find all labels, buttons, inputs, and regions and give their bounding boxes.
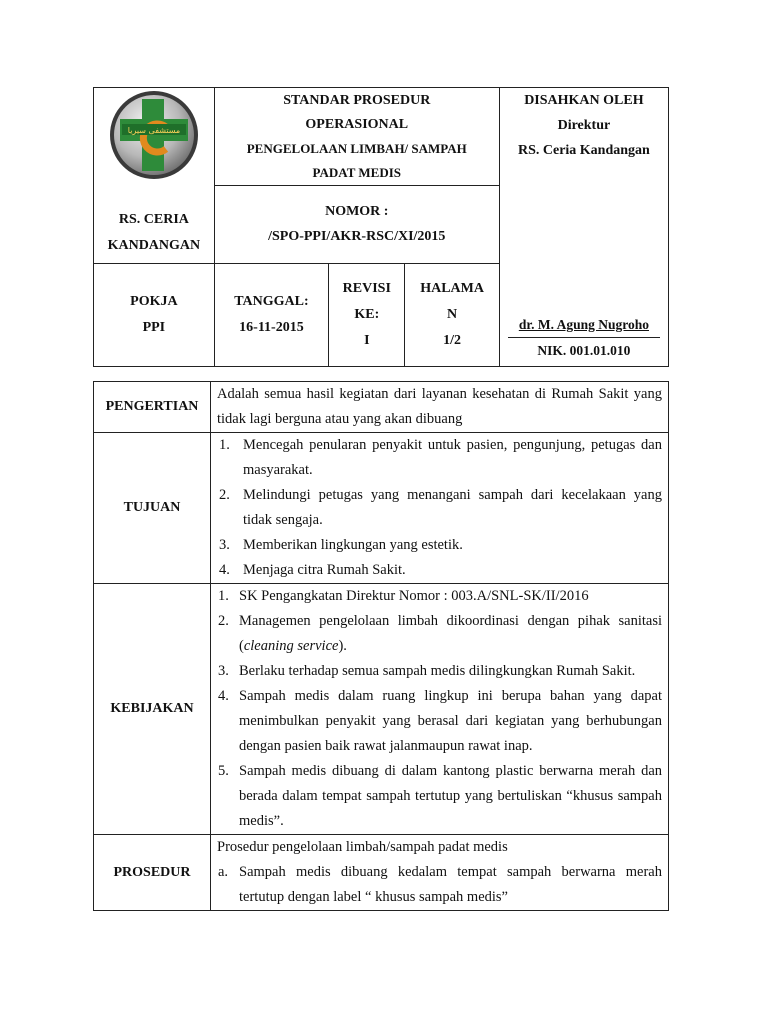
list-number: a. (218, 864, 229, 880)
approval-cell (499, 88, 668, 367)
hospital-identity-cell (94, 88, 215, 264)
kebijakan-list (217, 584, 662, 834)
title-line3: PENGELOLAAN LIMBAH/ SAMPAH (246, 140, 467, 156)
document-number-cell (214, 186, 499, 263)
list-number: 1. (219, 437, 230, 453)
tujuan-content (211, 433, 669, 584)
list-number: 5. (218, 763, 229, 779)
list-text: Sampah medis dibuang kedalam tempat sampah berwarna merah tertutup dengan label “ khusus sampah medis” (239, 864, 662, 905)
kebijakan-label: KEBIJAKAN (94, 584, 211, 835)
list-number: 1. (218, 588, 229, 604)
hospital-name (94, 207, 214, 259)
list-text-italic: cleaning service (243, 638, 339, 654)
page-cell (405, 263, 499, 366)
tujuan-label: TUJUAN (94, 433, 211, 584)
approval-line2: Direktur (557, 118, 611, 133)
pokja-line2: PPI (142, 319, 166, 335)
list-item (218, 659, 662, 684)
signer-nik: NIK. 001.01.010 (537, 343, 631, 358)
list-item (219, 433, 662, 483)
list-text-part: ). (338, 638, 347, 654)
revision-cell (329, 263, 405, 366)
list-number: 4. (218, 688, 229, 704)
list-item (219, 483, 662, 533)
revisi-line1: REVISI (342, 280, 391, 296)
list-text: Sampah medis dalam ruang lingkup ini berupa bahan yang dapat menimbulkan penyakit yang berasal dari kegiatan yang berhubungan dengan pasien baik rawat jalanmaupun rawat inap. (239, 688, 662, 754)
kebijakan-row (94, 584, 669, 835)
prosedur-intro: Prosedur pengelolaan limbah/sampah padat medis (217, 839, 508, 855)
hospital-name-line1: RS. CERIA (118, 212, 189, 227)
halaman-value: 1/2 (443, 332, 462, 348)
list-text-part: Managemen pengelolaan limbah dikoordinasi dengan pihak sanitasi ( (239, 613, 662, 654)
date-cell (214, 263, 328, 366)
list-text: Berlaku terhadap semua sampah medis dilingkungkan Rumah Sakit. (239, 663, 636, 679)
revisi-line2: KE: (354, 306, 380, 322)
tanggal-value: 16-11-2015 (239, 319, 304, 335)
tujuan-list (217, 433, 662, 583)
pengertian-row (94, 382, 669, 433)
halaman-line2: N (447, 306, 458, 322)
nomor-label: NOMOR : (325, 204, 389, 220)
prosedur-content (211, 835, 669, 911)
list-text: Mencegah penularan penyakit untuk pasien, pengunjung, petugas dan masyarakat. (243, 437, 662, 478)
pokja-line1: POKJA (130, 293, 178, 309)
list-item (218, 860, 662, 910)
title-line4: PADAT MEDIS (312, 164, 402, 180)
halaman-line1: HALAMA (420, 280, 484, 296)
approval-line1: DISAHKAN OLEH (524, 93, 644, 108)
signer-name: dr. M. Agung Nugroho (518, 317, 649, 332)
pengertian-text: Adalah semua hasil kegiatan dari layanan kesehatan di Rumah Sakit yang tidak lagi berguna atau yang akan dibuang (217, 386, 662, 427)
list-text: Memberikan lingkungan yang estetik. (243, 537, 463, 553)
title-line2: OPERASIONAL (305, 116, 409, 132)
list-number: 3. (218, 663, 229, 679)
hospital-name-line2: KANDANGAN (107, 238, 201, 253)
logo-arabic-text: مستشفى سيريا (127, 126, 181, 135)
list-item (218, 609, 662, 659)
list-text: Melindungi petugas yang menangani sampah dari kecelakaan yang tidak sengaja. (243, 487, 662, 528)
list-number: 2. (218, 613, 229, 629)
list-item (219, 533, 662, 558)
approval-line3: RS. Ceria Kandangan (517, 143, 650, 158)
document-title-cell (214, 88, 499, 186)
pengertian-content (211, 382, 669, 433)
pengertian-label: PENGERTIAN (94, 382, 211, 433)
list-number: 4. (219, 562, 230, 578)
list-text: SK Pengangkatan Direktur Nomor : 003.A/SNL-SK/II/2016 (239, 588, 589, 604)
list-text (239, 609, 662, 659)
spo-header-table (93, 87, 669, 367)
list-number: 2. (219, 487, 230, 503)
nomor-value: /SPO-PPI/AKR-RSC/XI/2015 (268, 229, 446, 245)
spo-content-table (93, 381, 669, 911)
list-item (219, 558, 662, 583)
title-line1: STANDAR PROSEDUR (283, 92, 431, 108)
revisi-value: I (364, 332, 370, 348)
tujuan-row (94, 433, 669, 584)
prosedur-list (217, 860, 662, 910)
tanggal-label: TANGGAL: (234, 293, 309, 309)
hospital-logo (108, 89, 200, 181)
kebijakan-content (211, 584, 669, 835)
list-item (218, 684, 662, 759)
list-text: Sampah medis dibuang di dalam kantong plastic berwarna merah dan berada dalam tempat sampah tertutup yang bertuliskan “khusus sampah medis”. (239, 763, 662, 829)
pokja-cell (94, 263, 215, 366)
prosedur-row (94, 835, 669, 911)
list-item (218, 759, 662, 834)
list-text: Menjaga citra Rumah Sakit. (243, 562, 406, 578)
list-number: 3. (219, 537, 230, 553)
list-item (218, 584, 662, 609)
prosedur-label: PROSEDUR (94, 835, 211, 911)
signature-block (500, 312, 668, 363)
